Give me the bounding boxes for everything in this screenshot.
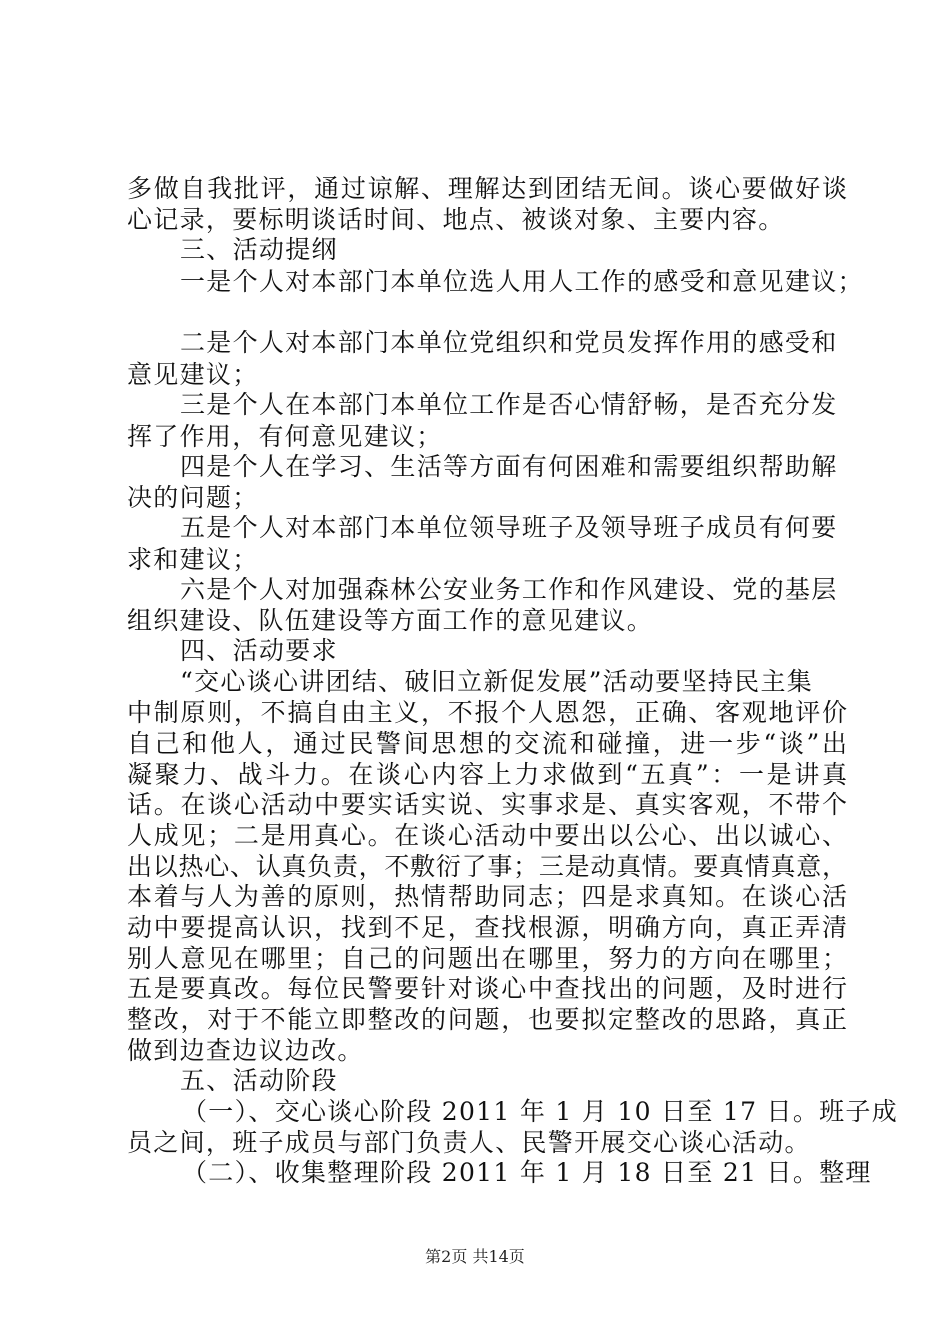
paragraph-line: 一是个人对本部门本单位选人用人工作的感受和意见建议； xyxy=(180,267,864,296)
section-heading: 四、活动要求 xyxy=(180,636,338,665)
section-heading: 五、活动阶段 xyxy=(180,1066,338,1095)
paragraph-line: 做到边查边议边改。 xyxy=(127,1036,364,1065)
paragraph-line: 二是个人对本部门本单位党组织和党员发挥作用的感受和 xyxy=(180,328,838,357)
paragraph-line: 五是个人对本部门本单位领导班子及领导班子成员有何要 xyxy=(180,513,838,542)
paragraph-line: 凝聚力、战斗力。在谈心内容上力求做到“五真”：一是讲真 xyxy=(127,760,847,789)
paragraph-line: 组织建设、队伍建设等方面工作的意见建议。 xyxy=(127,606,654,635)
section-heading: 三、活动提纲 xyxy=(180,235,338,264)
paragraph-line: 自己和他人，通过民警间思想的交流和碰撞，进一步“谈”出 xyxy=(127,729,847,758)
paragraph-line: 本着与人为善的原则，热情帮助同志；四是求真知。在谈心活 xyxy=(127,882,847,911)
paragraph-line: 求和建议； xyxy=(127,545,259,574)
paragraph-line: 四是个人在学习、生活等方面有何困难和需要组织帮助解 xyxy=(180,452,838,481)
paragraph-line: 三是个人在本部门本单位工作是否心情舒畅，是否充分发 xyxy=(180,390,838,419)
paragraph-line: 决的问题； xyxy=(127,483,259,512)
paragraph-line: （二）、收集整理阶段 2011 年 1 月 18 日至 21 日。整理 xyxy=(182,1158,872,1187)
paragraph-line: 多做自我批评，通过谅解、理解达到团结无间。谈心要做好谈 xyxy=(127,174,847,203)
paragraph-line: （一）、交心谈心阶段 2011 年 1 月 10 日至 17 日。班子成 xyxy=(182,1097,899,1126)
paragraph-line: 别人意见在哪里；自己的问题出在哪里，努力的方向在哪里； xyxy=(127,944,847,973)
paragraph-line: 话。在谈心活动中要实话实说、实事求是、真实客观，不带个 xyxy=(127,790,847,819)
paragraph-line: 中制原则，不搞自由主义，不报个人恩怨，正确、客观地评价 xyxy=(127,698,847,727)
page-footer: 第2页 共14页 xyxy=(425,1247,525,1266)
paragraph-line: 动中要提高认识，找到不足，查找根源，明确方向，真正弄清 xyxy=(127,913,847,942)
paragraph-line: “交心谈心讲团结、破旧立新促发展”活动要坚持民主集 xyxy=(180,667,814,696)
paragraph-line: 出以热心、认真负责，不敷衍了事；三是动真情。要真情真意， xyxy=(127,852,847,881)
paragraph-line: 挥了作用，有何意见建议； xyxy=(127,422,443,451)
paragraph-line: 人成见；二是用真心。在谈心活动中要出以公心、出以诚心、 xyxy=(127,821,847,850)
paragraph-line: 整改，对于不能立即整改的问题，也要拟定整改的思路，真正 xyxy=(127,1005,847,1034)
paragraph-line: 心记录，要标明谈话时间、地点、被谈对象、主要内容。 xyxy=(127,205,785,234)
paragraph-line: 意见建议； xyxy=(127,360,259,389)
paragraph-line: 六是个人对加强森林公安业务工作和作风建设、党的基层 xyxy=(180,575,838,604)
paragraph-line: 员之间，班子成员与部门负责人、民警开展交心谈心活动。 xyxy=(127,1128,811,1157)
paragraph-line: 五是要真改。每位民警要针对谈心中查找出的问题，及时进行 xyxy=(127,974,847,1003)
